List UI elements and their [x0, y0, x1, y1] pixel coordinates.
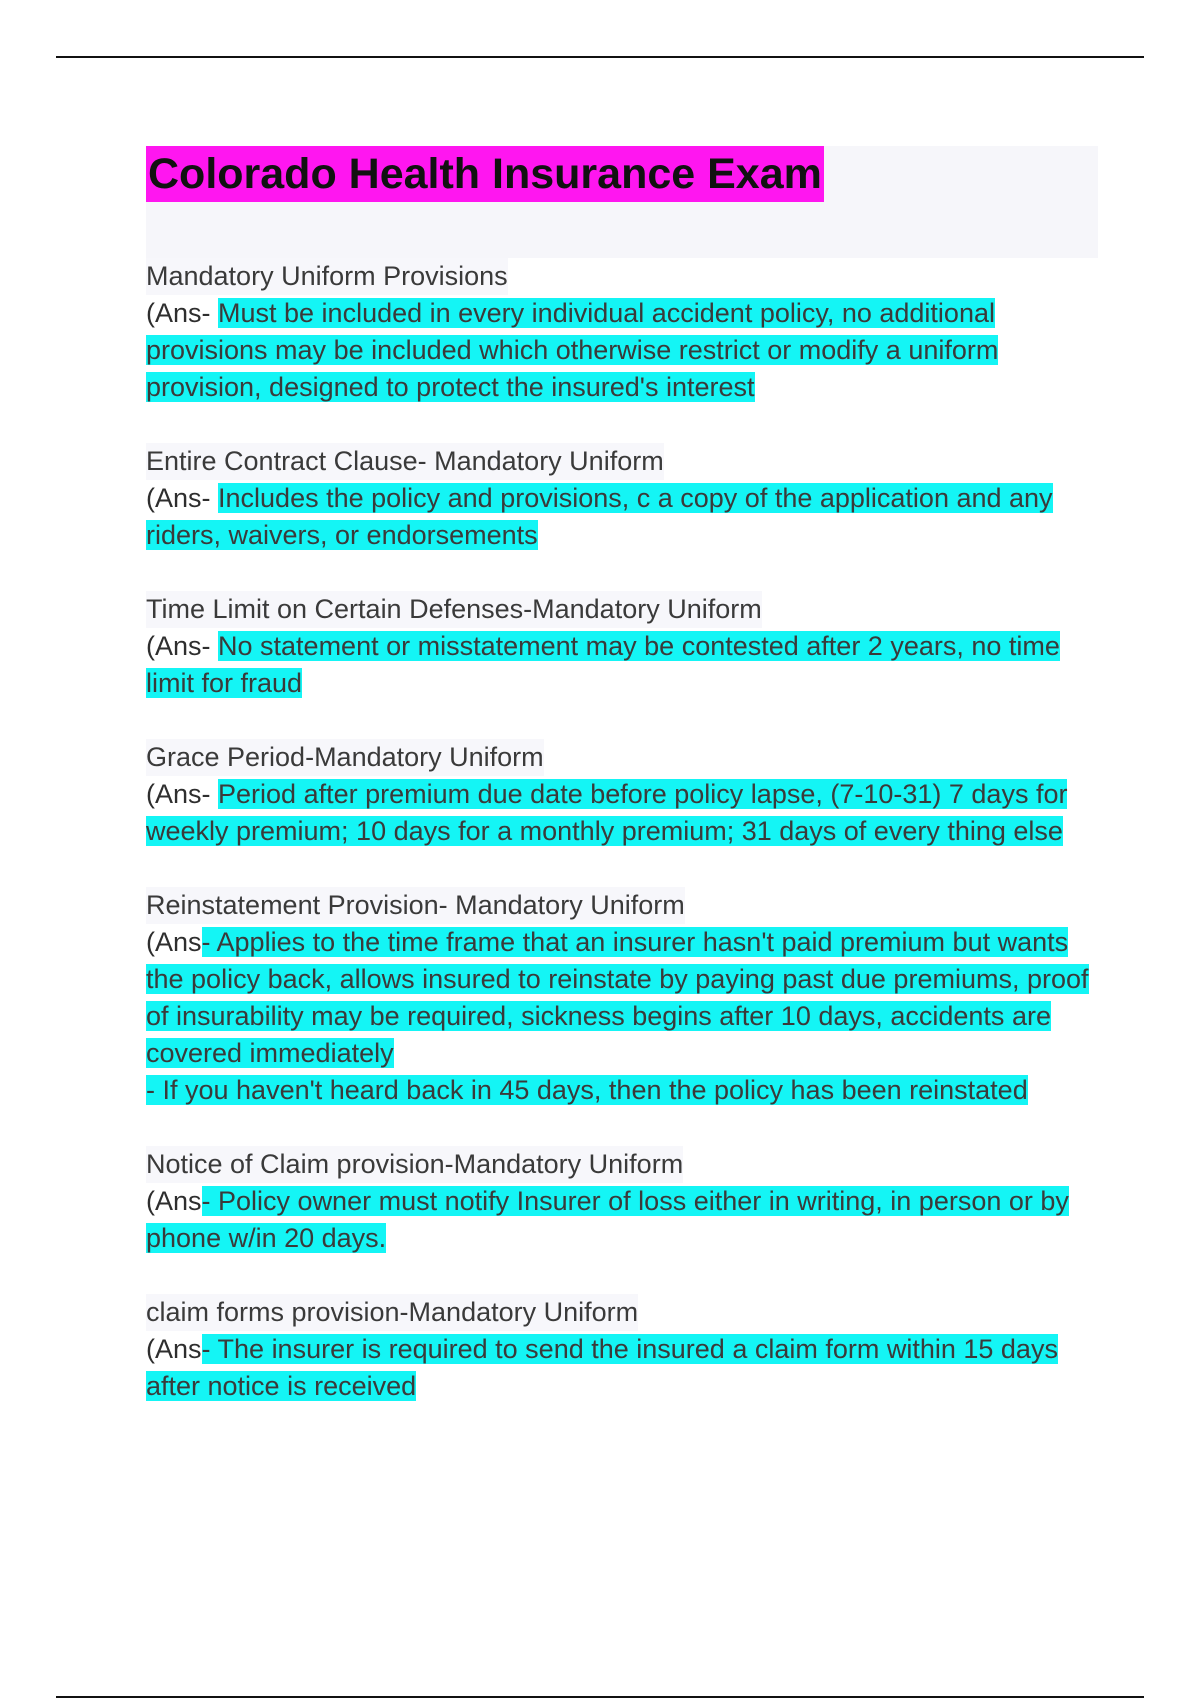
entry-term: Time Limit on Certain Defenses-Mandatory Uniform: [146, 591, 762, 628]
footer-rule: [56, 1696, 1144, 1698]
answer-text: No statement or misstatement may be contested after 2 years, no time limit for fraud: [146, 631, 1060, 698]
entry-term: Mandatory Uniform Provisions: [146, 258, 508, 295]
answer-prefix: (Ans-: [146, 483, 219, 513]
entry-list: [146, 258, 1098, 1405]
entry-mandatory-uniform-provisions: [146, 258, 1098, 406]
answer-text: - The insurer is required to send the insured a claim form within 15 days after notice is received: [146, 1334, 1058, 1401]
entry-time-limit-defenses: [146, 591, 1098, 702]
header-rule: [56, 56, 1144, 58]
entry-answer: [146, 628, 1098, 702]
answer-prefix: (Ans: [146, 1334, 202, 1364]
answer-prefix: (Ans-: [146, 779, 219, 809]
answer-text: Must be included in every individual accident policy, no additional provisions may be included which otherwise restrict or modify a uniform provision, designed to protect the insured's interest: [146, 298, 999, 402]
entry-answer: [146, 1331, 1098, 1405]
answer-prefix: (Ans: [146, 927, 202, 957]
document-body: [146, 146, 1098, 1442]
answer-prefix: (Ans-: [146, 298, 219, 328]
answer-prefix: (Ans: [146, 1186, 202, 1216]
entry-answer: [146, 1183, 1098, 1257]
entry-reinstatement-provision: [146, 887, 1098, 1109]
entry-grace-period: [146, 739, 1098, 850]
entry-term: Grace Period-Mandatory Uniform: [146, 739, 544, 776]
entry-answer: [146, 776, 1098, 850]
entry-term: Reinstatement Provision- Mandatory Uniform: [146, 887, 685, 924]
entry-answer-extra: [146, 1072, 1098, 1109]
entry-notice-of-claim: [146, 1146, 1098, 1257]
entry-term: Notice of Claim provision-Mandatory Uniform: [146, 1146, 683, 1183]
entry-claim-forms: [146, 1294, 1098, 1405]
title-band: [146, 146, 1098, 258]
entry-term: Entire Contract Clause- Mandatory Uniform: [146, 443, 664, 480]
answer-prefix: (Ans-: [146, 631, 219, 661]
answer-text: Includes the policy and provisions, c a copy of the application and any riders, waivers, or endorsements: [146, 483, 1053, 550]
entry-answer: [146, 295, 1098, 406]
entry-term: claim forms provision-Mandatory Uniform: [146, 1294, 638, 1331]
entry-answer: [146, 924, 1098, 1072]
answer-text: - Applies to the time frame that an insurer hasn't paid premium but wants the policy back, allows insured to reinstate by paying past due premiums, proof of insurability may be required, sickness begins after 10 days, accidents are covered immediately: [146, 927, 1089, 1068]
answer-text: Period after premium due date before policy lapse, (7-10-31) 7 days for weekly premium; 10 days for a monthly premium; 31 days of every thing else: [146, 779, 1068, 846]
answer-text: - Policy owner must notify Insurer of loss either in writing, in person or by phone w/in 20 days.: [146, 1186, 1069, 1253]
answer-extra-text: - If you haven't heard back in 45 days, then the policy has been reinstated: [146, 1075, 1028, 1105]
document-title: Colorado Health Insurance Exam: [146, 146, 824, 202]
entry-entire-contract-clause: [146, 443, 1098, 554]
entry-answer: [146, 480, 1098, 554]
